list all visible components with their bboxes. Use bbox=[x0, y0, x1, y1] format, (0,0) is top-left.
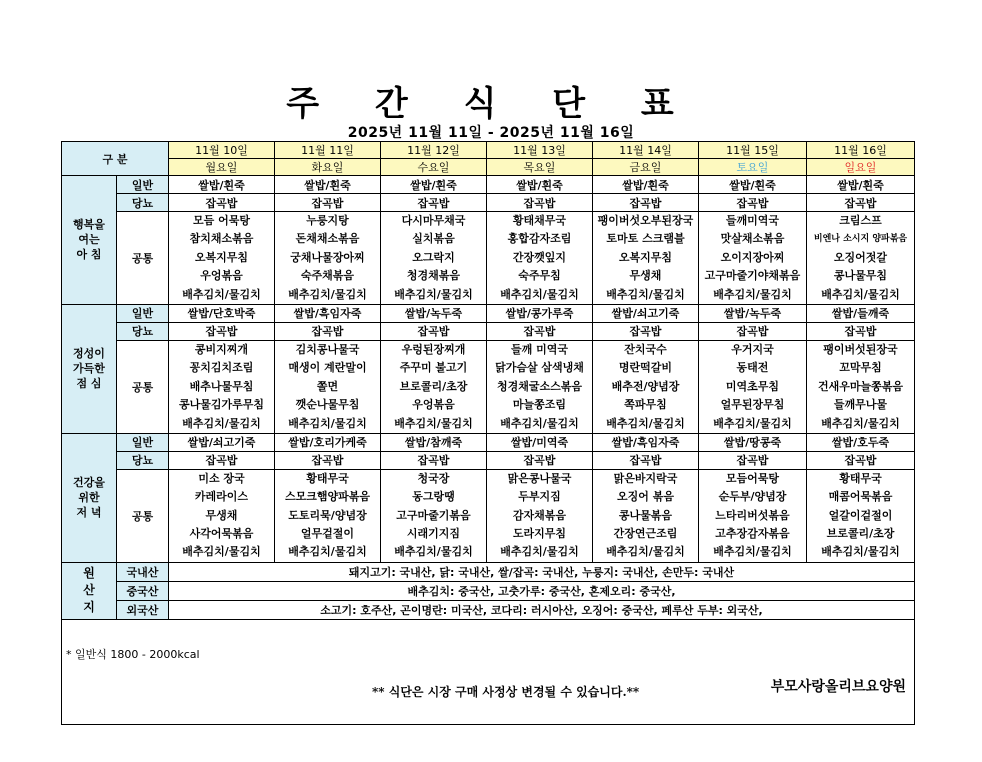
menu-item: 브로콜리/초장 bbox=[826, 527, 895, 541]
menu-item: 도토리묵/양념장 bbox=[288, 508, 367, 522]
common-menu-cell bbox=[487, 212, 593, 305]
diabetic-menu-cell: 잡곡밥 bbox=[593, 451, 699, 469]
weekday-cell: 금요일 bbox=[593, 159, 699, 176]
menu-item: 맛살채소볶음 bbox=[720, 232, 785, 246]
menu-item: 건새우마늘쫑볶음 bbox=[817, 379, 903, 393]
general-label: 일반 bbox=[117, 176, 169, 194]
menu-item: 꼬막무침 bbox=[839, 361, 882, 375]
menu-item: 청국장 bbox=[417, 471, 450, 485]
diabetic-menu-cell: 잡곡밥 bbox=[807, 322, 915, 340]
diabetic-menu-cell: 잡곡밥 bbox=[807, 451, 915, 469]
common-menu-cell bbox=[169, 469, 275, 562]
common-menu-cell bbox=[699, 212, 807, 305]
origin-row bbox=[62, 581, 915, 600]
common-menu-cell bbox=[275, 469, 381, 562]
date-cell: 11월 12일 bbox=[381, 142, 487, 159]
date-cell: 11월 16일 bbox=[807, 142, 915, 159]
menu-item: 콩나물김가루무침 bbox=[178, 398, 264, 412]
menu-item: 오복지무침 bbox=[618, 250, 673, 264]
menu-item: 무생채 bbox=[205, 508, 238, 522]
general-menu-cell: 쌀밥/녹두죽 bbox=[699, 304, 807, 322]
menu-item: 꽁치김치조림 bbox=[189, 361, 254, 375]
menu-item: 팽이버섯된장국 bbox=[823, 342, 898, 356]
general-menu-cell: 쌀밥/쇠고기죽 bbox=[593, 304, 699, 322]
menu-item: 배추김치/물김치 bbox=[500, 545, 579, 559]
common-menu-cell bbox=[807, 340, 915, 433]
weekly-menu-table bbox=[61, 141, 915, 725]
menu-item: 배추김치/물김치 bbox=[713, 287, 792, 301]
weekday-cell: 수요일 bbox=[381, 159, 487, 176]
meal-label-line: 가득한 bbox=[73, 362, 105, 376]
menu-item: 맑은콩나물국 bbox=[507, 471, 572, 485]
menu-item: 들깨무나물 bbox=[833, 398, 888, 412]
menu-item: 느타리버섯볶음 bbox=[715, 508, 790, 522]
menu-item: 매생이 계란말이 bbox=[288, 361, 367, 375]
origin-label-line: 원 bbox=[83, 566, 95, 581]
page-title: 주 간 식 단 표 bbox=[286, 84, 696, 124]
general-label: 일반 bbox=[117, 433, 169, 451]
common-menu-cell bbox=[807, 469, 915, 562]
meal-section-label bbox=[62, 176, 117, 305]
menu-item: 배추김치/물김치 bbox=[394, 416, 473, 430]
menu-item: 얼갈이겉절이 bbox=[828, 508, 893, 522]
menu-item: 배추김치/물김치 bbox=[182, 287, 261, 301]
menu-item: 누룽지탕 bbox=[306, 214, 349, 227]
date-row bbox=[62, 142, 915, 159]
common-menu-cell bbox=[699, 469, 807, 562]
date-cell: 11월 15일 bbox=[699, 142, 807, 159]
general-menu-cell: 쌀밥/쇠고기죽 bbox=[169, 433, 275, 451]
menu-item: 돈채채소볶음 bbox=[295, 232, 360, 246]
meal-label-line: 정성이 bbox=[73, 347, 105, 361]
general-menu-cell: 쌀밥/땅콩죽 bbox=[699, 433, 807, 451]
menu-item: 닭가슴살 삼색냉채 bbox=[495, 361, 584, 375]
general-menu-cell: 쌀밥/흑임자죽 bbox=[275, 304, 381, 322]
menu-item: 참치채소볶음 bbox=[189, 232, 254, 246]
general-menu-cell: 쌀밥/콩가루죽 bbox=[487, 304, 593, 322]
common-menu-cell bbox=[487, 469, 593, 562]
origin-label bbox=[62, 562, 117, 619]
meal-label-line: 건강을 bbox=[73, 476, 105, 490]
common-menu-cell bbox=[487, 340, 593, 433]
menu-item: 도라지무침 bbox=[512, 527, 567, 541]
common-row bbox=[62, 469, 915, 562]
menu-item: 우엉볶음 bbox=[412, 398, 455, 412]
menu-item: 쪽파무침 bbox=[624, 398, 667, 412]
menu-item: 청경채굴소스볶음 bbox=[496, 379, 582, 393]
diabetic-menu-cell: 잡곡밥 bbox=[275, 451, 381, 469]
date-cell: 11월 11일 bbox=[275, 142, 381, 159]
common-menu-cell bbox=[381, 212, 487, 305]
common-row bbox=[62, 340, 915, 433]
menu-item: 배추김치/물김치 bbox=[821, 545, 900, 559]
diabetic-row bbox=[62, 322, 915, 340]
common-row bbox=[62, 212, 915, 305]
origin-row bbox=[62, 600, 915, 619]
menu-item: 미소 장국 bbox=[198, 471, 245, 485]
diabetic-menu-cell: 잡곡밥 bbox=[487, 322, 593, 340]
diabetic-menu-cell: 잡곡밥 bbox=[593, 322, 699, 340]
general-menu-cell: 쌀밥/흑임자죽 bbox=[593, 433, 699, 451]
diabetic-row bbox=[62, 451, 915, 469]
diabetic-label: 당뇨 bbox=[117, 322, 169, 340]
menu-item: 궁채나물장아찌 bbox=[290, 250, 365, 264]
menu-item: 배추김치/물김치 bbox=[394, 545, 473, 559]
menu-item: 배추김치/물김치 bbox=[606, 287, 685, 301]
general-menu-cell: 쌀밥/녹두죽 bbox=[381, 304, 487, 322]
menu-item: 배추김치/물김치 bbox=[288, 416, 367, 430]
origin-label-line: 지 bbox=[83, 600, 95, 615]
menu-item: 콩나물볶음 bbox=[618, 508, 673, 522]
menu-item: 명란떡갈비 bbox=[618, 361, 673, 375]
menu-item: 모듬 어묵탕 bbox=[193, 214, 250, 227]
general-menu-cell: 쌀밥/흰죽 bbox=[487, 176, 593, 194]
diabetic-menu-cell: 잡곡밥 bbox=[381, 322, 487, 340]
general-menu-cell: 쌀밥/호두죽 bbox=[807, 433, 915, 451]
diabetic-menu-cell: 잡곡밥 bbox=[699, 194, 807, 212]
general-menu-cell: 쌀밥/호리가케죽 bbox=[275, 433, 381, 451]
common-menu-cell bbox=[169, 212, 275, 305]
menu-item: 들깨미역국 bbox=[725, 214, 780, 227]
menu-item: 순두부/양념장 bbox=[718, 490, 787, 504]
meal-label-line: 행복을 bbox=[73, 218, 105, 232]
menu-item: 배추김치/물김치 bbox=[182, 545, 261, 559]
common-menu-cell bbox=[381, 469, 487, 562]
menu-period: 2025년 11월 11일 - 2025년 11월 16일 bbox=[347, 125, 635, 141]
menu-item: 감자채볶음 bbox=[512, 508, 567, 522]
weekday-cell: 화요일 bbox=[275, 159, 381, 176]
menu-item: 팽이버섯오부된장국 bbox=[597, 214, 694, 227]
weekday-row bbox=[62, 159, 915, 176]
menu-item: 배추김치/물김치 bbox=[821, 416, 900, 430]
menu-item: 배추김치/물김치 bbox=[713, 416, 792, 430]
diabetic-menu-cell: 잡곡밥 bbox=[169, 322, 275, 340]
menu-item: 배추김치/물김치 bbox=[500, 416, 579, 430]
change-notice: ** 식단은 시장 구매 사정상 변경될 수 있습니다.** bbox=[372, 684, 640, 699]
diabetic-menu-cell: 잡곡밥 bbox=[807, 194, 915, 212]
general-menu-cell: 쌀밥/흰죽 bbox=[807, 176, 915, 194]
general-menu-cell: 쌀밥/들깨죽 bbox=[807, 304, 915, 322]
menu-item: 잔치국수 bbox=[624, 342, 667, 356]
menu-item: 마늘쫑조림 bbox=[512, 398, 567, 412]
diabetic-menu-cell: 잡곡밥 bbox=[487, 451, 593, 469]
common-menu-cell bbox=[381, 340, 487, 433]
weekday-cell: 월요일 bbox=[169, 159, 275, 176]
menu-item: 주꾸미 불고기 bbox=[399, 361, 468, 375]
general-menu-cell: 쌀밥/흰죽 bbox=[593, 176, 699, 194]
common-menu-cell bbox=[169, 340, 275, 433]
menu-item: 다시마무채국 bbox=[401, 214, 466, 227]
menu-item: 우엉볶음 bbox=[200, 269, 243, 283]
menu-item: 황태무국 bbox=[306, 471, 349, 485]
common-label: 공통 bbox=[117, 469, 169, 562]
menu-item: 간장연근조림 bbox=[613, 527, 678, 541]
menu-item: 오그락지 bbox=[412, 250, 455, 264]
origin-detail: 배추김치: 중국산, 고춧가루: 중국산, 혼제오리: 중국산, bbox=[169, 581, 915, 600]
gubun-label: 구 분 bbox=[62, 142, 169, 176]
common-menu-cell bbox=[593, 340, 699, 433]
menu-item: 시래기지짐 bbox=[406, 527, 461, 541]
diabetic-label: 당뇨 bbox=[117, 451, 169, 469]
diabetic-menu-cell: 잡곡밥 bbox=[381, 451, 487, 469]
origin-detail: 돼지고기: 국내산, 닭: 국내산, 쌀/잡곡: 국내산, 누룽지: 국내산, 손만두: 국내산 bbox=[169, 562, 915, 581]
menu-item: 배추나물무침 bbox=[189, 379, 254, 393]
menu-item: 간장깻잎지 bbox=[512, 250, 567, 264]
common-menu-cell bbox=[275, 212, 381, 305]
menu-item: 들깨 미역국 bbox=[511, 342, 568, 356]
menu-item: 배추김치/물김치 bbox=[288, 545, 367, 559]
menu-item: 배추김치/물김치 bbox=[821, 287, 900, 301]
meal-section-label bbox=[62, 433, 117, 562]
meal-label-line: 점 심 bbox=[76, 377, 102, 391]
diabetic-menu-cell: 잡곡밥 bbox=[169, 194, 275, 212]
menu-item: 두부지짐 bbox=[518, 490, 561, 504]
diabetic-menu-cell: 잡곡밥 bbox=[169, 451, 275, 469]
menu-item: 실치볶음 bbox=[412, 232, 455, 246]
menu-item: 배추김치/물김치 bbox=[606, 545, 685, 559]
diabetic-menu-cell: 잡곡밥 bbox=[381, 194, 487, 212]
menu-item: 우렁된장찌개 bbox=[401, 342, 466, 356]
menu-item: 콩비지찌개 bbox=[194, 342, 249, 356]
meal-section-label bbox=[62, 304, 117, 433]
menu-item: 오이지장아찌 bbox=[720, 250, 785, 264]
common-menu-cell bbox=[593, 469, 699, 562]
diabetic-menu-cell: 잡곡밥 bbox=[275, 322, 381, 340]
diabetic-menu-cell: 잡곡밥 bbox=[699, 322, 807, 340]
menu-item: 모듬어묵탕 bbox=[725, 471, 780, 485]
menu-item: 오징어젓갈 bbox=[833, 250, 888, 264]
menu-item: 얼무겉절이 bbox=[300, 527, 355, 541]
menu-item: 크림스프 bbox=[839, 214, 882, 227]
origin-row bbox=[62, 562, 915, 581]
weekday-cell: 목요일 bbox=[487, 159, 593, 176]
general-menu-cell: 쌀밥/미역죽 bbox=[487, 433, 593, 451]
origin-country: 외국산 bbox=[117, 600, 169, 619]
general-menu-cell: 쌀밥/참깨죽 bbox=[381, 433, 487, 451]
general-menu-cell: 쌀밥/흰죽 bbox=[699, 176, 807, 194]
general-menu-cell: 쌀밥/흰죽 bbox=[275, 176, 381, 194]
meal-label-line: 여는 bbox=[78, 233, 100, 247]
menu-item: 배추김치/물김치 bbox=[288, 287, 367, 301]
diabetic-row bbox=[62, 194, 915, 212]
menu-item: 고구마줄기야채볶음 bbox=[704, 269, 801, 283]
menu-item: 비엔나 소시지 양파볶음 bbox=[813, 234, 908, 245]
menu-item: 배추전/양념장 bbox=[611, 379, 680, 393]
menu-item: 맑은바지락국 bbox=[613, 471, 678, 485]
meal-label-line: 위한 bbox=[78, 491, 100, 505]
diabetic-label: 당뇨 bbox=[117, 194, 169, 212]
meal-label-line: 아 침 bbox=[76, 248, 102, 262]
diabetic-menu-cell: 잡곡밥 bbox=[487, 194, 593, 212]
menu-item: 황태무국 bbox=[839, 471, 882, 485]
diabetic-menu-cell: 잡곡밥 bbox=[275, 194, 381, 212]
meal-label-line: 저 녁 bbox=[76, 506, 102, 520]
diabetic-menu-cell: 잡곡밥 bbox=[593, 194, 699, 212]
organization-name: 부모사랑올리브요양원 bbox=[770, 678, 906, 695]
menu-item: 오징어 볶음 bbox=[617, 490, 674, 504]
menu-item: 브로콜리/초장 bbox=[399, 379, 468, 393]
common-menu-cell bbox=[699, 340, 807, 433]
menu-item: 토마토 스크램블 bbox=[606, 232, 685, 246]
menu-item: 동그랑땡 bbox=[412, 490, 455, 504]
menu-item: 황태채무국 bbox=[512, 214, 567, 227]
menu-item: 콩나물무침 bbox=[833, 269, 888, 283]
menu-item: 배추김치/물김치 bbox=[500, 287, 579, 301]
menu-item: 무생채 bbox=[629, 269, 662, 283]
menu-item: 배추김치/물김치 bbox=[182, 416, 261, 430]
general-row bbox=[62, 304, 915, 322]
date-cell: 11월 13일 bbox=[487, 142, 593, 159]
menu-item: 고구마줄기볶음 bbox=[396, 508, 471, 522]
common-menu-cell bbox=[593, 212, 699, 305]
weekday-cell: 일요일 bbox=[807, 159, 915, 176]
date-cell: 11월 10일 bbox=[169, 142, 275, 159]
general-row bbox=[62, 176, 915, 194]
origin-label-line: 산 bbox=[83, 583, 95, 598]
common-menu-cell bbox=[807, 212, 915, 305]
date-cell: 11월 14일 bbox=[593, 142, 699, 159]
common-label: 공통 bbox=[117, 340, 169, 433]
menu-item: 배추김치/물김치 bbox=[606, 416, 685, 430]
common-menu-cell bbox=[275, 340, 381, 433]
origin-country: 국내산 bbox=[117, 562, 169, 581]
general-menu-cell: 쌀밥/단호박죽 bbox=[169, 304, 275, 322]
menu-item: 동태전 bbox=[736, 361, 769, 375]
menu-item: 고추장감자볶음 bbox=[715, 527, 790, 541]
menu-item: 배추김치/물김치 bbox=[394, 287, 473, 301]
general-label: 일반 bbox=[117, 304, 169, 322]
origin-detail: 소고기: 호주산, 곤이명란: 미국산, 코다리: 러시아산, 오징어: 중국산, 페루산 두부: 외국산, bbox=[169, 600, 915, 619]
menu-item: 김치콩나물국 bbox=[295, 342, 360, 356]
general-menu-cell: 쌀밥/흰죽 bbox=[381, 176, 487, 194]
general-menu-cell: 쌀밥/흰죽 bbox=[169, 176, 275, 194]
common-label: 공통 bbox=[117, 212, 169, 305]
menu-item: 카레라이스 bbox=[194, 490, 249, 504]
menu-item: 오복지무침 bbox=[194, 250, 249, 264]
origin-country: 중국산 bbox=[117, 581, 169, 600]
menu-item: 배추김치/물김치 bbox=[713, 545, 792, 559]
weekday-cell: 토요일 bbox=[699, 159, 807, 176]
menu-item: 얼무된장무침 bbox=[720, 398, 785, 412]
menu-item: 숙주무침 bbox=[518, 269, 561, 283]
menu-item: 홍합감자조림 bbox=[507, 232, 572, 246]
menu-item: 쫄면 bbox=[316, 379, 339, 393]
menu-item: 청경채볶음 bbox=[406, 269, 461, 283]
notes-box bbox=[62, 619, 915, 724]
menu-item: 미역초무침 bbox=[725, 379, 780, 393]
menu-item: 우거지국 bbox=[731, 342, 774, 356]
menu-item: 매콤어묵볶음 bbox=[828, 490, 893, 504]
menu-item: 사각어묵볶음 bbox=[189, 527, 254, 541]
general-row bbox=[62, 433, 915, 451]
diabetic-menu-cell: 잡곡밥 bbox=[699, 451, 807, 469]
menu-item: 숙주채볶음 bbox=[300, 269, 355, 283]
menu-item: 깻순나물무침 bbox=[295, 398, 360, 412]
calorie-note: * 일반식 1800 - 2000kcal bbox=[66, 647, 200, 661]
menu-item: 스모크햄양파볶음 bbox=[284, 490, 370, 504]
